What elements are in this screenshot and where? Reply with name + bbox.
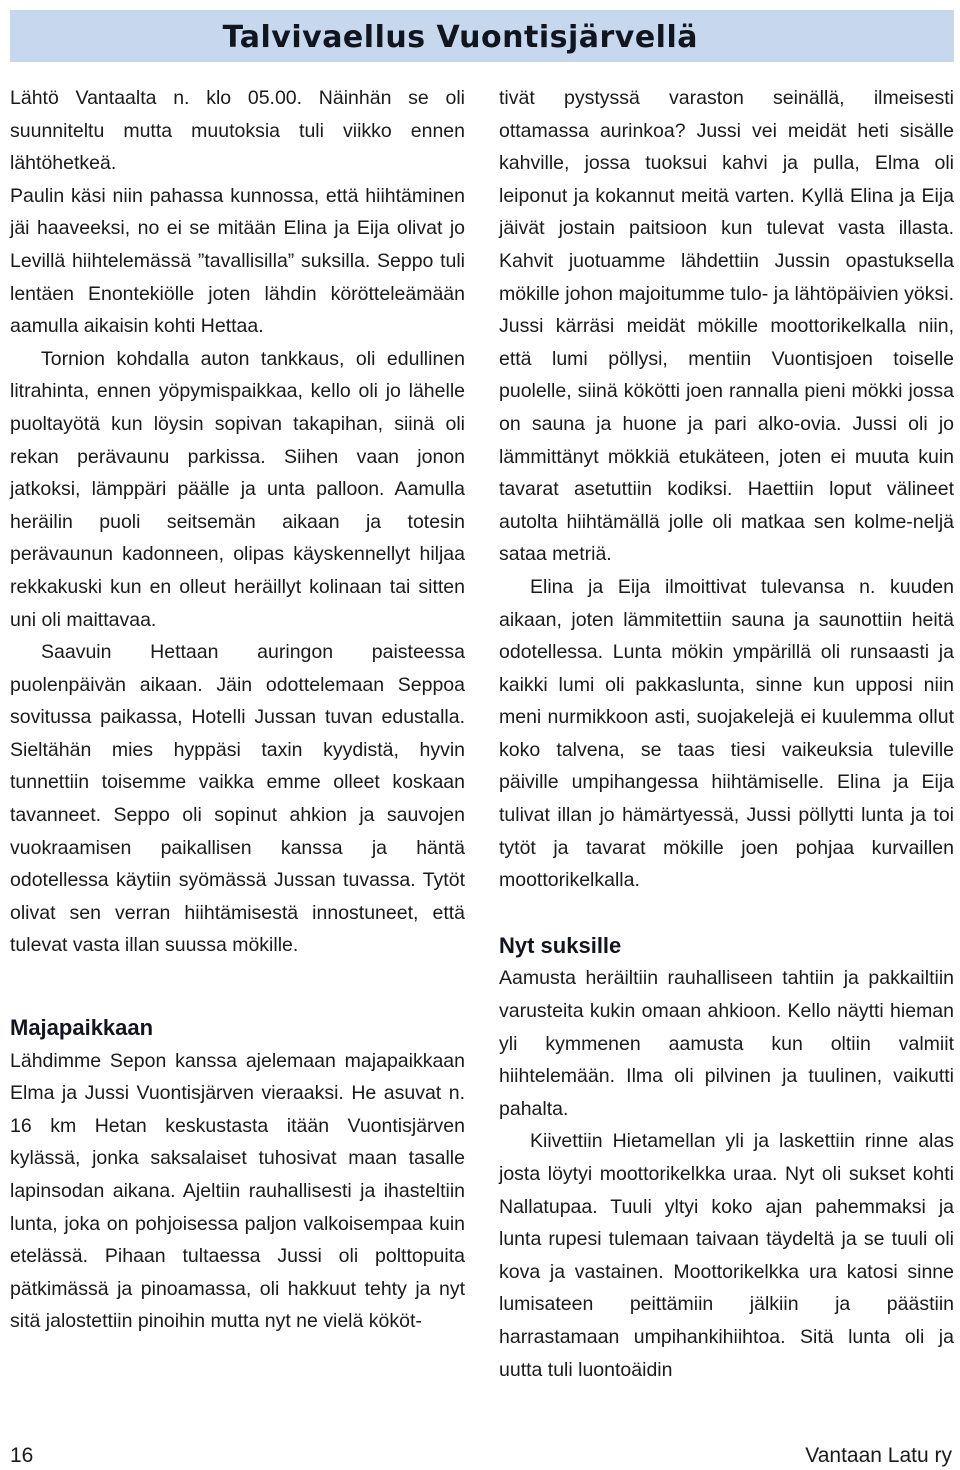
section-heading-nyt-suksille: Nyt suksille	[499, 932, 622, 958]
section-spacer	[499, 897, 954, 930]
article-title: Talvivaellus Vuontisjärvellä	[222, 20, 698, 55]
paragraph: Lähtö Vantaalta n. klo 05.00. Näinhän se oli suunniteltu mutta muutoksia tuli viikko ennen lähtöhetkeä.	[10, 87, 465, 175]
page-number: 16	[10, 1444, 34, 1467]
paragraph: Tornion kohdalla auton tankkaus, oli edullinen litrahinta, ennen yöpymispaikkaa, kello oli jo lähelle puoltayötä kun löysin sopivan takapihan, siinä oli rekan perävaunu parkissa. Siihen vaan jonon jatkoksi, lämppäri päälle ja unta palloon. Aamulla heräilin puoli seitsemän aikaan ja totesin perävaunun kadonneen, olipas käyskennellyt hiljaa rekkakuski kun en olleut heräillyt kolinaan tai sitten uni oli maittavaa.	[10, 347, 465, 631]
paragraph: Aamusta heräiltiin rauhalliseen tahtiin ja pakkailtiin varusteita kukin omaan ahkioon. Kello näytti hieman yli kymmenen aamusta kun oltiin valmiit hiihtelemään. Ilma oli pilvinen ja tuulinen, vaikutti pahalta.	[499, 967, 954, 1120]
left-column	[10, 82, 465, 1338]
right-column	[499, 82, 954, 1386]
paragraph: tivät pystyssä varaston seinällä, ilmeisesti ottamassa aurinkoa? Jussi vei meidät heti sisälle kahville, jossa tuoksui kahvi ja pulla, Elma oli leiponut ja kokannut meitä varten. Kyllä Elina ja Eija jäivät jostain paitsioon kun tulevat vasta illasta. Kahvit juotuamme lähdettiin Jussin opastuksella mökille johon majoitumme tulo- ja lähtöpäivien yöksi. Jussi kärräsi meidät mökille moottorikelkalla niin, että lumi pöllysi, mentiin Vuontisjoen toiselle puolelle, siinä kökötti joen rannalla pieni mökki jossa on sauna ja huone ja pari alko-ovia. Jussi oli jo lämmittänyt mökkiä etukäteen, joten ei muuta kuin tavarat asetuttiin kodiksi. Haettiin loput välineet autolta hiihtämällä jolle oli matkaa sen kolme-neljä sataa metriä.	[499, 87, 954, 566]
paragraph: Saavuin Hettaan auringon paisteessa puolenpäivän aikaan. Jäin odottelemaan Seppoa sovitussa paikassa, Hotelli Jussan tuvan edustalla. Sieltähän mies hyppäsi taxin kyydistä, hyvin tunnettiin toisemme vaikka emme olleet koskaan tavanneet. Seppo oli sopinut ahkion ja sauvojen vuokraamisen paikallisen kanssa ja häntä odotellessa käytiin syömässä Jussan tuvassa. Tytöt olivat sen verran hiihtämisestä innostuneet, että tulevat vasta illan suussa mökille.	[10, 641, 465, 957]
paragraph: Paulin käsi niin pahassa kunnossa, että hiihtäminen jäi haaveeksi, no ei se mitään Elina ja Eija olivat jo Levillä hiihtelemässä ”tavallisilla” suksilla. Seppo tuli lentäen Enontekiölle joten lähdin körötteleämään aamulla aikaisin kohti Hettaa.	[10, 184, 465, 338]
footer-organization: Vantaan Latu ry	[805, 1444, 952, 1467]
paragraph: Elina ja Eija ilmoittivat tulevansa n. kuuden aikaan, joten lämmitettiin sauna ja saunottiin heitä odotellessa. Lunta mökin ympärillä oli runsaasti ja kaikki lumi oli pakkaslunta, sinne kun upposi niin meni nurmikkoon asti, suojakelejä ei kuulemma ollut koko talvena, se taas tiesi vaikeuksia tuleville päiville umpihangessa hiihtämiselle. Elina ja Eija tulivat illan jo hämärtyessä, Jussi pöllytti lunta ja toi tytöt ja tavarat mökille joen pohjaa kurvaillen moottorikelkalla.	[499, 575, 954, 892]
paragraph: Kiivettiin Hietamellan yli ja laskettiin rinne alas josta löytyi moottorikelkka uraa. Nyt oli sukset kohti Nallatupaa. Tuuli yltyi koko ajan pahemmaksi ja lunta rupesi tulemaan taivaan täydeltä ja se tuuli oli kova ja vastainen. Moottorikelkka ura katosi sinne lumisateen peittämiin jälkiin ja päästiin harrastamaan umpihankihiihtoa. Sitä lunta oli ja uutta tuli luontoäidin	[499, 1130, 954, 1381]
section-heading-majapaikkaan: Majapaikkaan	[10, 1015, 154, 1041]
paragraph: Lähdimme Sepon kanssa ajelemaan majapaikkaan Elma ja Jussi Vuontisjärven vieraaksi. He asuvat n. 16 km Hetan keskustasta itään Vuontisjärven kylässä, jonka saksalaiset tuhosivat maan tasalle lapinsodan aikana. Ajeltiin rauhallisesti ja ihasteltiin lunta, joka on pohjoisessa paljon valkoisempaa kuin etelässä. Pihaan tultaessa Jussi oli polttopuita pätkimässä ja pinoamassa, oli hakkuut tehty ja nyt sitä jalostettiin pinoihin mutta nyt ne vielä kököt-	[10, 1049, 465, 1333]
section-spacer	[10, 962, 465, 1012]
